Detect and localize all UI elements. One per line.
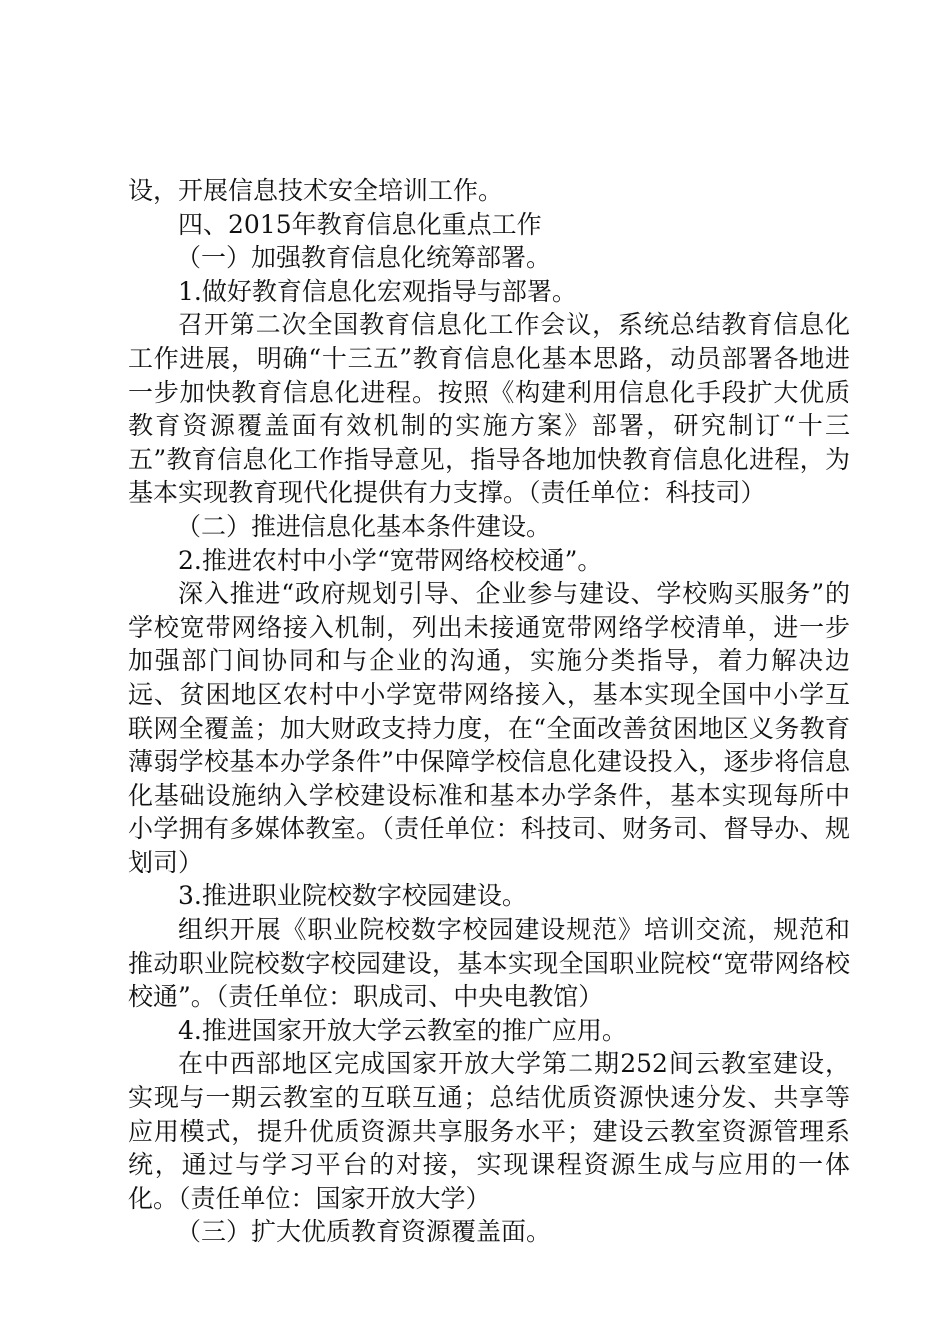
item-heading: 3.推进职业院校数字校园建设。: [178, 881, 527, 911]
item-heading: 1.做好教育信息化宏观指导与部署。: [178, 276, 577, 306]
body-paragraph: 组织开展《职业院校数字校园建设规范》培训交流，规范和推动职业院校数字校园建设，基本实现全国职业院校“宽带网络校校通”。（责任单位：职成司、中央电教馆）: [128, 915, 850, 1012]
body-paragraph: 在中西部地区完成国家开放大学第二期252间云教室建设，实现与一期云教室的互联互通；总结优质资源快速分发、共享等应用模式，提升优质资源共享服务水平；建设云教室资源管理系统，通过与学习平台的对接，实现课程资源生成与应用的一体化。（责任单位：国家开放大学）: [128, 1049, 850, 1213]
body-paragraph: 召开第二次全国教育信息化工作会议，系统总结教育信息化工作进展，明确“十三五”教育信息化基本思路，动员部署各地进一步加快教育信息化进程。按照《构建利用信息化手段扩大优质教育资源覆盖面有效机制的实施方案》部署，研究制订“十三五”教育信息化工作指导意见，指导各地加快教育信息化进程，为基本实现教育现代化提供有力支撑。（责任单位：科技司）: [128, 310, 850, 508]
subsection-heading: （一）加强教育信息化统筹部署。: [176, 243, 552, 273]
item-heading: 4.推进国家开放大学云教室的推广应用。: [178, 1015, 627, 1045]
paragraph-continuation: 设，开展信息技术安全培训工作。: [128, 176, 504, 205]
document-body: [128, 174, 850, 1249]
body-paragraph: 深入推进“政府规划引导、企业参与建设、学校购买服务”的学校宽带网络接入机制，列出未接通宽带网络学校清单，进一步加强部门间协同和与企业的沟通，实施分类指导，着力解决边远、贫困地区农村中小学宽带网络接入，基本实现全国中小学互联网全覆盖；加大财政支持力度，在“全面改善贫困地区义务教育薄弱学校基本办学条件”中保障学校信息化建设投入，逐步将信息化基础设施纳入学校建设标准和基本办学条件，基本实现每所中小学拥有多媒体教室。（责任单位：科技司、财务司、督导办、规划司）: [128, 579, 850, 877]
section-heading: 四、2015年教育信息化重点工作: [178, 209, 542, 239]
item-heading: 2.推进农村中小学“宽带网络校校通”。: [178, 545, 603, 575]
subsection-heading: （二）推进信息化基本条件建设。: [176, 511, 552, 541]
subsection-heading: （三）扩大优质教育资源覆盖面。: [176, 1217, 552, 1247]
